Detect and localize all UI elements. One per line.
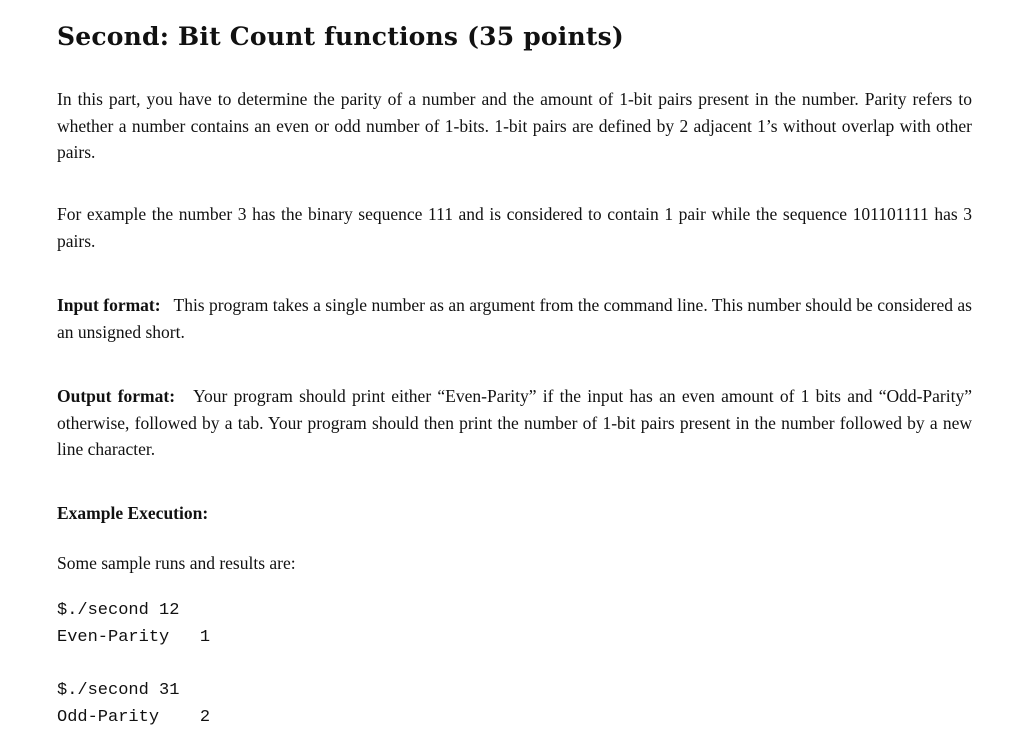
input-format-label: Input format:	[57, 295, 161, 315]
sample-run-1	[57, 597, 210, 651]
output: Odd-Parity 2	[57, 708, 211, 727]
command: $./second 31	[57, 681, 180, 700]
input-format-text: This program takes a single number as an argument from the command line. This number should be considered as an unsigned short.	[57, 295, 972, 342]
output-format-label: Output format:	[57, 386, 176, 406]
example-execution-heading: Example Execution:	[57, 503, 209, 523]
input-format-paragraph	[57, 292, 972, 345]
intro-paragraph: In this part, you have to determine the parity of a number and the amount of 1-bit pairs present in the number. Parity refers to whether a number contains an even or odd number of 1-bits. 1-bit pairs are defined by 2 adjacent 1’s without overlap with other pairs.	[57, 89, 972, 162]
example-execution-intro: Some sample runs and results are:	[57, 553, 296, 573]
example-paragraph: For example the number 3 has the binary sequence 111 and is considered to contain 1 pair while the sequence 101101111 has 3 pairs.	[57, 204, 972, 251]
output-format-text: Your program should print either “Even-Parity” if the input has an even amount of 1 bits and “Odd-Parity” otherwise, followed by a tab. Your program should then print the number of 1-bit pairs present in the number followed by a new line character.	[57, 386, 972, 459]
sample-run-2	[57, 677, 210, 731]
section-title: Second: Bit Count functions (35 points)	[57, 22, 624, 51]
output: Even-Parity 1	[57, 628, 211, 647]
output-format-paragraph	[57, 383, 972, 463]
command: $./second 12	[57, 601, 180, 620]
